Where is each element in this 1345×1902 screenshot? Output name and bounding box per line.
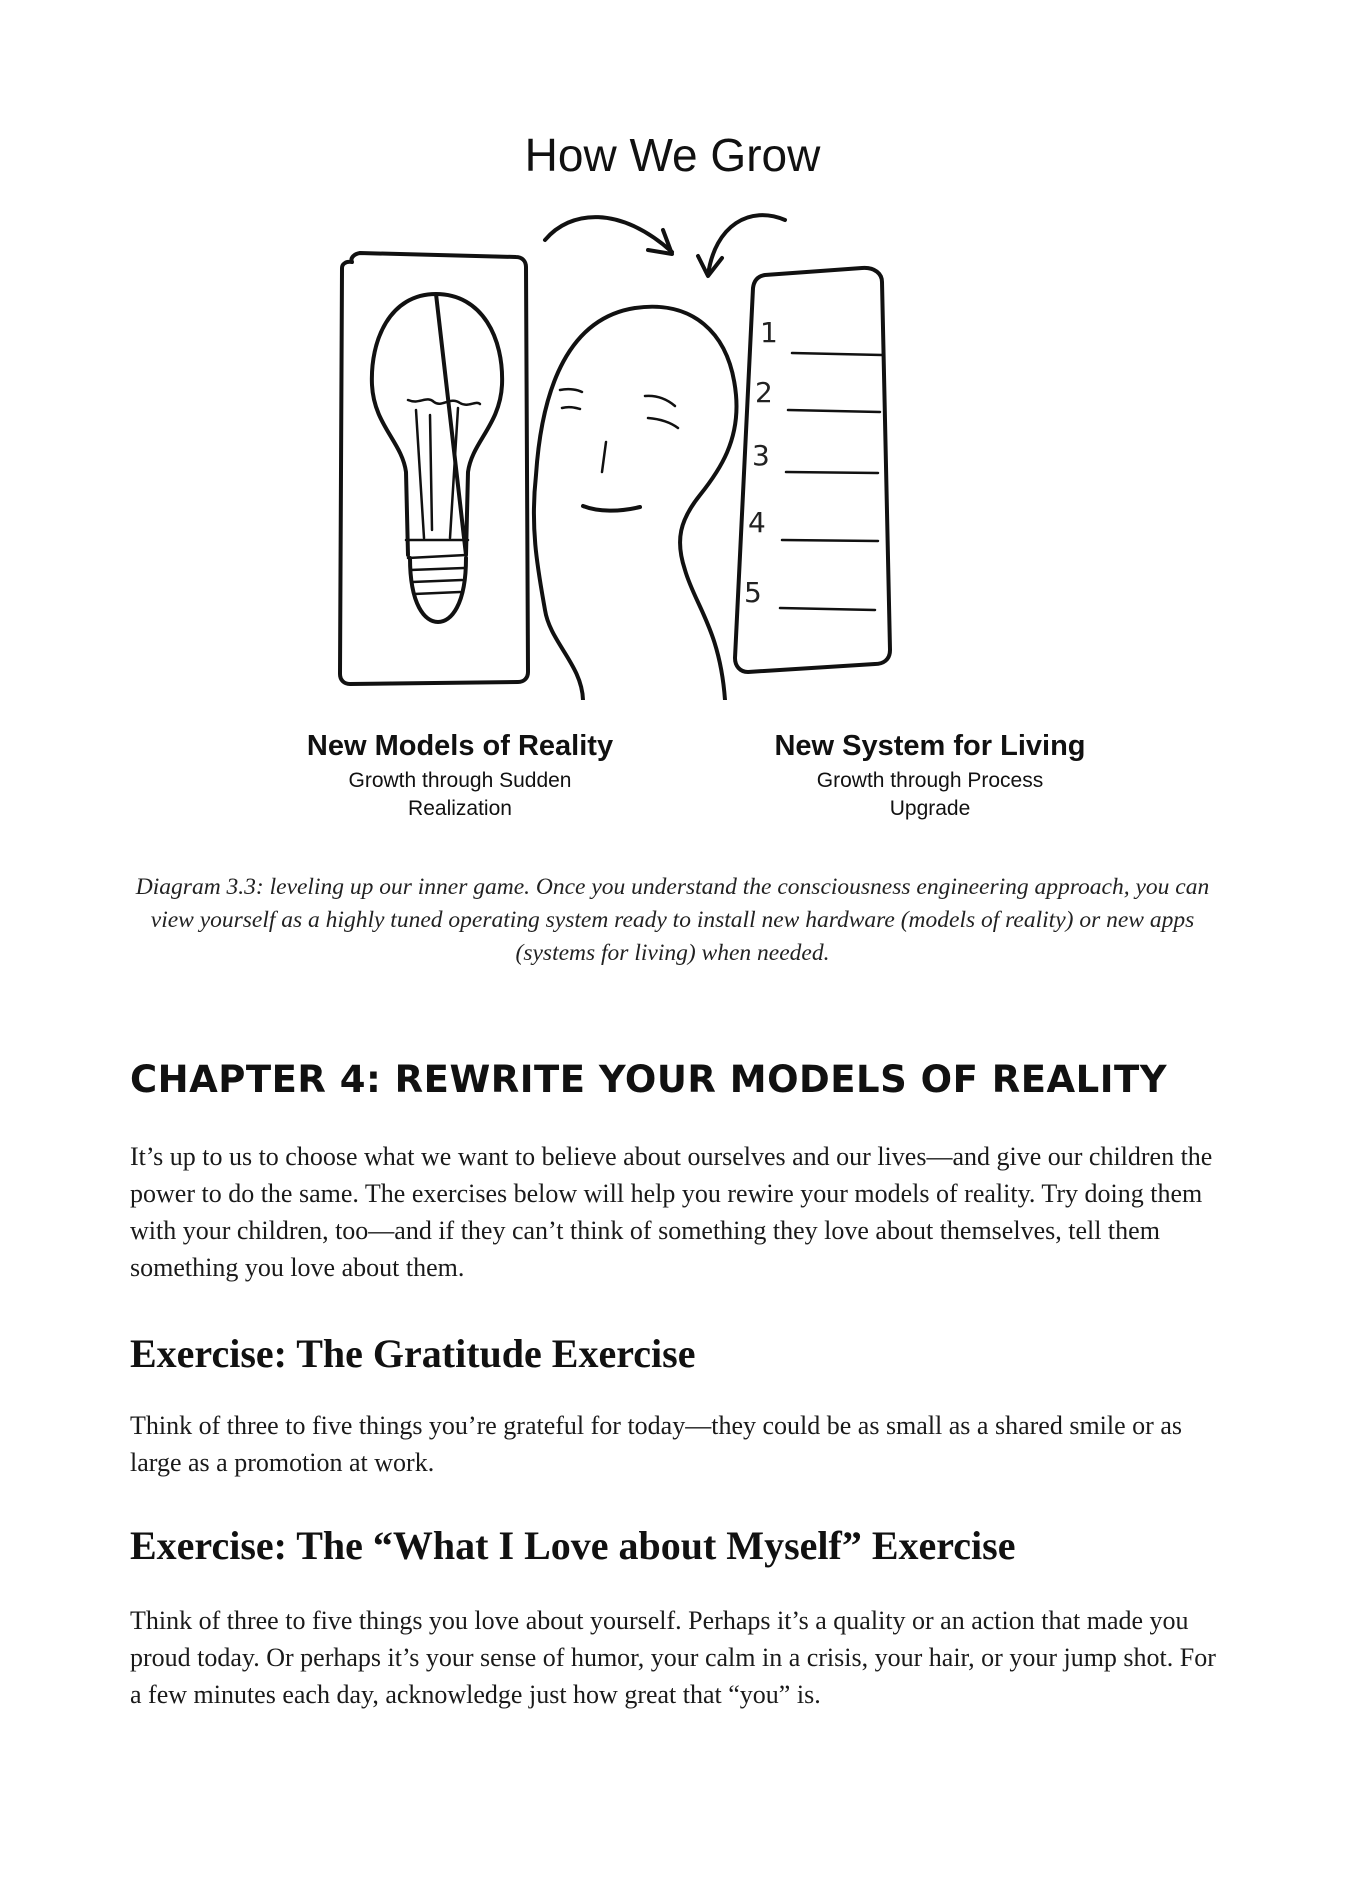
system-for-living-label (760, 730, 1100, 823)
how-we-grow-illustration (330, 210, 1030, 700)
exercise-heading-love-myself: Exercise: The “What I Love about Myself” Exercise (130, 1523, 1016, 1568)
exercise-heading-gratitude: Exercise: The Gratitude Exercise (130, 1331, 696, 1376)
system-for-living-title: New System for Living (774, 730, 1086, 762)
exercise-body-love-myself: Think of three to five things you love about yourself. Perhaps it’s a quality or an action that made you proud today. Or perhaps it’s your sense of humor, your calm in a crisis, your hair, or your jump shot. For a few minutes each day, acknowledge just how great that “you” is. (130, 1606, 1216, 1709)
exercise-body-gratitude: Think of three to five things you’re grateful for today—they could be as small as a shared smile or as large as a promotion at work. (130, 1411, 1182, 1477)
diagram-title: How We Grow (524, 129, 821, 181)
list-number-3: 3 (752, 439, 770, 472)
models-of-reality-label (290, 730, 630, 823)
models-of-reality-subtitle: Growth through Sudden Realization (348, 769, 572, 820)
list-number-4: 4 (748, 506, 766, 539)
diagram-caption: Diagram 3.3: leveling up our inner game. Once you understand the consciousness engineering approach, you can view yourself as a highly tuned operating system ready to install new hardware (models of reality) or new apps (systems for living) when needed. (135, 874, 1210, 966)
list-number-5: 5 (744, 576, 762, 609)
chapter-intro: It’s up to us to choose what we want to believe about ourselves and our lives—and give our children the power to do the same. The exercises below will help you rewire your models of reality. Try doing them with your children, too—and if they can’t think of something they love about themselves, tell them something you love about them. (130, 1142, 1213, 1282)
head-icon (534, 307, 737, 700)
lightbulb-card (340, 253, 528, 684)
list-number-1: 1 (760, 316, 778, 349)
system-for-living-subtitle: Growth through Process Upgrade (816, 769, 1044, 820)
lightbulb-icon (372, 294, 502, 622)
models-of-reality-title: New Models of Reality (306, 730, 614, 762)
curved-arrow-icon (545, 215, 785, 276)
chapter-heading: CHAPTER 4: REWRITE YOUR MODELS OF REALITY (130, 1058, 1168, 1101)
list-number-2: 2 (755, 376, 773, 409)
list-icon (744, 316, 882, 610)
